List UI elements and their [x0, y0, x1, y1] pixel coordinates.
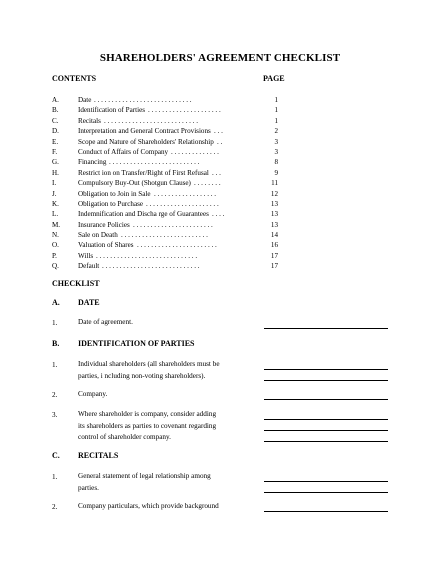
toc-title: Financing [78, 158, 107, 167]
toc-letter: D. [52, 127, 59, 136]
toc-letter: B. [52, 106, 59, 115]
item-text: Where shareholder is company, consider adding [78, 410, 217, 418]
toc-leader-dots: . . . . . . . . . . . . . . . . . . . . . . . . . . . . . [96, 251, 198, 260]
section-title-identification: IDENTIFICATION OF PARTIES [78, 339, 195, 348]
toc-entry [52, 189, 282, 199]
fill-in-line[interactable] [264, 430, 388, 431]
toc-page-number: 2 [274, 127, 278, 136]
fill-in-line[interactable] [264, 481, 388, 482]
toc-leader-dots: . . . [212, 168, 221, 177]
toc-letter: H. [52, 168, 59, 177]
toc-page-number: 13 [270, 199, 278, 208]
toc-letter: A. [52, 96, 59, 104]
fill-in-line[interactable] [264, 492, 388, 493]
toc-entry [52, 240, 282, 250]
toc-page-number: 13 [270, 210, 278, 219]
toc-title: Obligation to Purchase [78, 199, 144, 208]
toc-page-number: 1 [274, 106, 278, 115]
toc-page-number: 3 [274, 137, 278, 146]
toc-entry [52, 230, 282, 240]
toc-page-number: 8 [274, 158, 278, 167]
toc-page-number: 11 [271, 179, 278, 188]
section-letter: A. [52, 298, 60, 307]
toc-letter: N. [52, 231, 59, 240]
toc-entry [52, 251, 282, 261]
toc-leader-dots: . . . . . . . . . . . . . . . . . . . . . . . . . . . [104, 116, 198, 125]
toc-letter: J. [52, 189, 57, 198]
fill-in-line[interactable] [264, 511, 388, 512]
toc-letter: Q. [52, 262, 59, 271]
toc-letter: C. [52, 116, 59, 125]
toc-letter: L. [52, 210, 59, 219]
toc-leader-dots: . . . [214, 127, 223, 136]
section-letter: C. [52, 451, 60, 460]
toc-leader-dots: . . . . . . . . . . . . . . . . . . [154, 189, 217, 198]
toc-title: Indemnification and Discha rge of Guarantees [78, 210, 209, 219]
fill-in-line[interactable] [264, 380, 388, 381]
toc-page-number: 9 [274, 168, 278, 177]
toc-leader-dots: . . . . . . . . . . . . . . . . . . . . . [146, 199, 219, 208]
toc-entry [52, 178, 282, 188]
toc-letter: P. [52, 251, 57, 260]
toc-page-number: 14 [270, 231, 278, 240]
fill-in-line[interactable] [264, 399, 388, 400]
item-number: 1. [52, 361, 58, 369]
item-text: parties. [78, 484, 99, 492]
toc-entry [52, 105, 282, 115]
item-number: 1. [52, 319, 58, 327]
toc-entry [52, 209, 282, 219]
toc-title: Insurance Policies [78, 220, 130, 229]
document-title: SHAREHOLDERS' AGREEMENT CHECKLIST [99, 52, 341, 64]
toc-title: Default [78, 262, 100, 271]
section-title-date: DATE [78, 298, 100, 307]
item-text: General statement of legal relationship among [78, 472, 211, 480]
toc-entry [52, 261, 282, 271]
toc-title: Obligation to Join in Sale [78, 189, 151, 198]
toc-leader-dots: . . . . . . . . . . . . . . . . . . . . . . . . . . . . [94, 96, 192, 104]
toc-entry [52, 157, 282, 167]
item-number: 1. [52, 473, 58, 481]
toc-page-number: 13 [270, 220, 278, 229]
section-letter: B. [52, 339, 60, 348]
toc-leader-dots: . . . . . . . . . . . . . . . . . . . . . [148, 106, 221, 115]
toc-entry [52, 168, 282, 178]
item-number: 2. [52, 503, 58, 511]
toc-leader-dots: . . . . [212, 210, 225, 219]
toc-letter: O. [52, 241, 59, 250]
item-text: parties, i ncluding non-voting shareholders). [78, 372, 206, 380]
toc-title: Identification of Parties [78, 106, 145, 115]
toc-entry [52, 95, 282, 105]
toc-leader-dots: . . . . . . . . . . . . . . . . . . . . . . . [137, 241, 217, 250]
toc-leader-dots: . . . . . . . . . . . . . . . . . . . . . . . . . . . . [102, 262, 200, 271]
item-number: 2. [52, 391, 58, 399]
toc-page-number: 16 [270, 241, 278, 250]
toc-page-number: 17 [270, 251, 278, 260]
item-text: Company particulars, which provide background [78, 502, 219, 510]
item-number: 3. [52, 411, 58, 419]
toc-title: Scope and Nature of Shareholders' Relationship [78, 137, 214, 146]
toc-letter: K. [52, 199, 59, 208]
item-text: control of shareholder company. [78, 433, 171, 441]
fill-in-line[interactable] [264, 369, 388, 370]
toc-entry [52, 137, 282, 147]
toc-letter: I. [52, 179, 57, 188]
toc-page-number: 1 [274, 116, 278, 125]
toc-title: Date [78, 96, 92, 104]
toc-title: Interpretation and General Contract Provisions [78, 127, 211, 136]
toc-leader-dots: . . [217, 137, 223, 146]
toc-entry [52, 116, 282, 126]
item-text: Individual shareholders (all shareholders must be [78, 360, 220, 368]
toc-title: Compulsory Buy-Out (Shotgun Clause) [78, 179, 191, 188]
toc-entry [52, 199, 282, 209]
item-text: Company. [78, 390, 108, 398]
toc-leader-dots: . . . . . . . . . . . . . . . . . . . . . . . . . [121, 231, 208, 240]
table-of-contents [52, 95, 282, 272]
fill-in-line[interactable] [264, 441, 388, 442]
toc-letter: F. [52, 147, 58, 156]
toc-page-number: 12 [270, 189, 278, 198]
fill-in-line[interactable] [264, 328, 388, 329]
toc-title: Wills [78, 251, 94, 260]
toc-letter: G. [52, 158, 59, 167]
toc-page-number: 17 [270, 262, 278, 271]
toc-entry [52, 126, 282, 136]
toc-letter: M. [52, 220, 61, 229]
toc-title: Conduct of Affairs of Company [78, 147, 169, 156]
section-title-recitals: RECITALS [78, 451, 119, 460]
contents-header: CONTENTS [52, 74, 97, 83]
toc-title: Sale on Death [78, 231, 118, 240]
checklist-header: CHECKLIST [52, 279, 100, 288]
toc-page-number: 3 [274, 147, 278, 156]
toc-leader-dots: . . . . . . . . . . . . . . . . . . . . . . . . . . [109, 158, 200, 167]
toc-entry [52, 220, 282, 230]
toc-leader-dots: . . . . . . . . . . . . . . [171, 147, 219, 156]
toc-leader-dots: . . . . . . . . . . . . . . . . . . . . . . . [133, 220, 213, 229]
toc-title: Valuation of Shares [78, 241, 134, 250]
item-text: its shareholders as parties to covenant regarding [78, 422, 217, 430]
toc-leader-dots: . . . . . . . . [194, 179, 221, 188]
page-column-header: PAGE [263, 74, 285, 83]
toc-title: Recitals [78, 116, 101, 125]
fill-in-line[interactable] [264, 419, 388, 420]
toc-title: Restrict ion on Transfer/Right of First Refusal [78, 168, 209, 177]
item-text: Date of agreement. [78, 318, 133, 326]
toc-entry [52, 147, 282, 157]
toc-page-number: 1 [274, 96, 278, 104]
toc-letter: E. [52, 137, 59, 146]
